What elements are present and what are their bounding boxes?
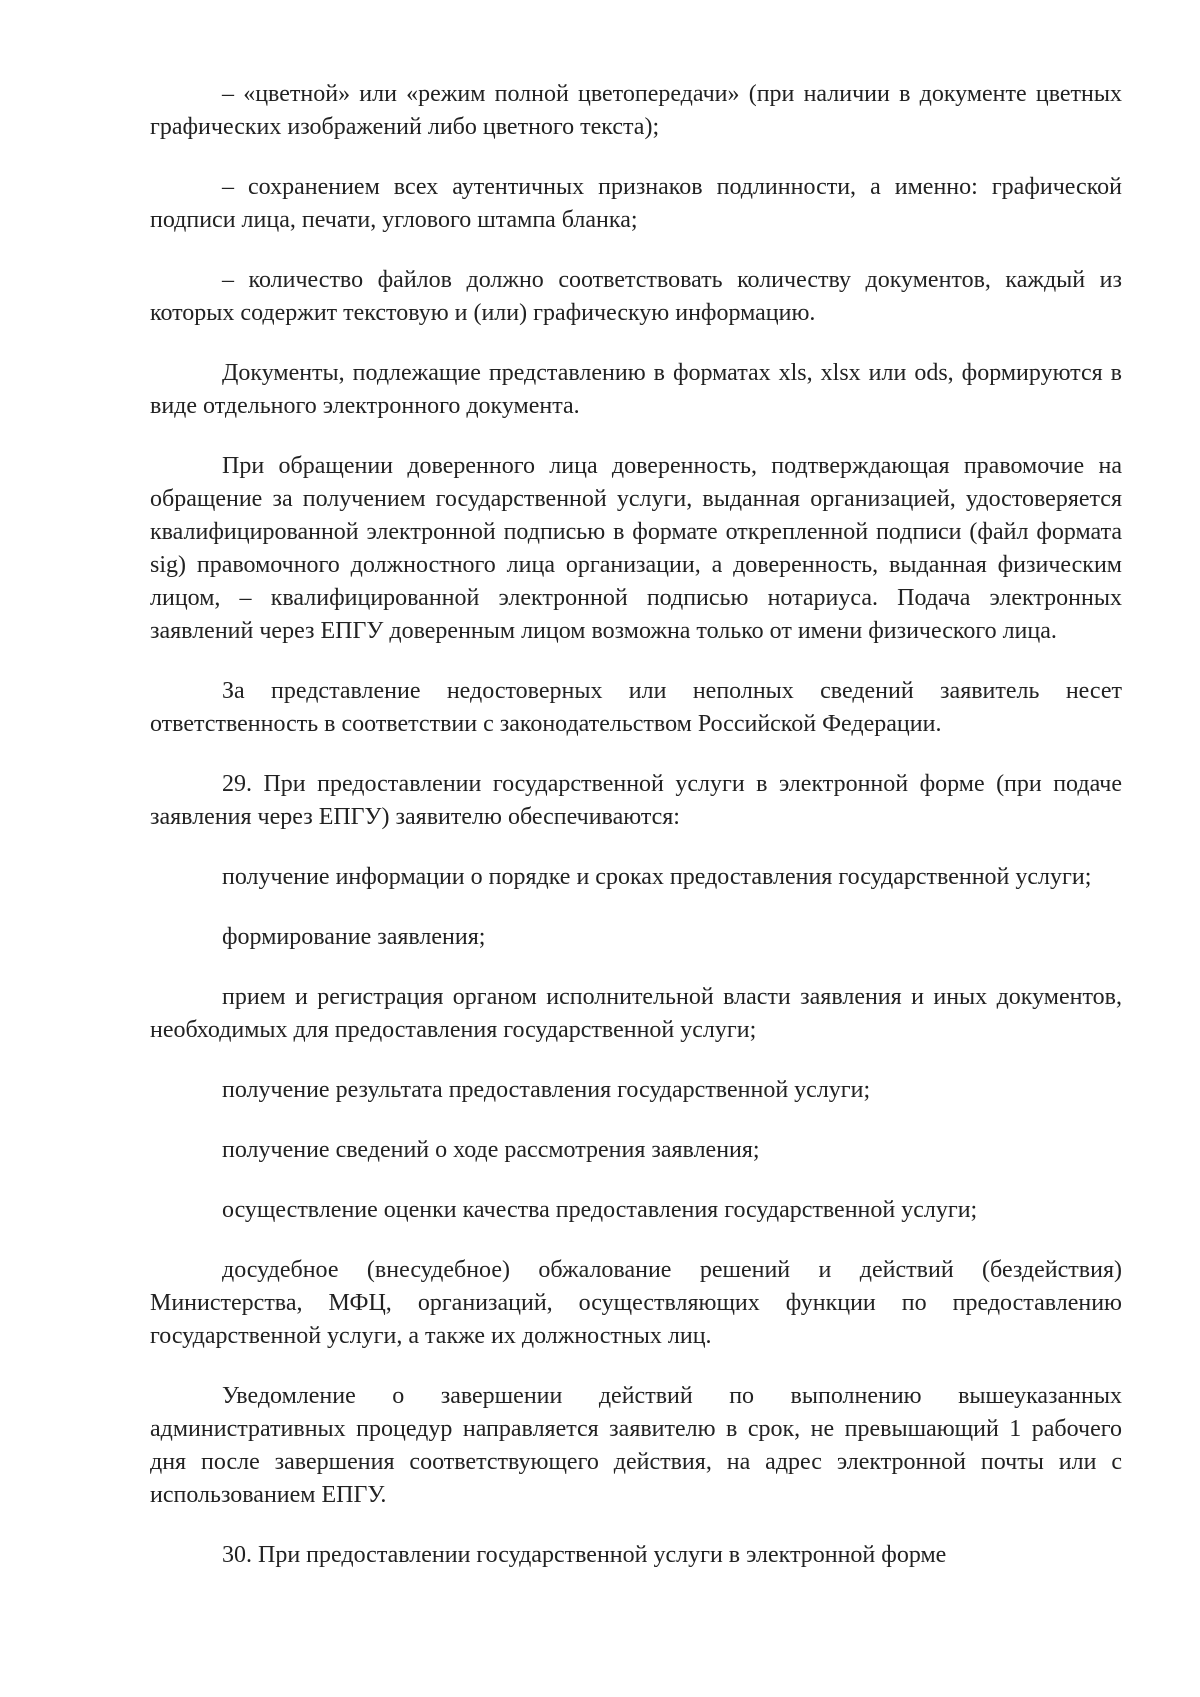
paragraph-result: получение результата предоставления государственной услуги;: [222, 1077, 871, 1103]
paragraph-proxy: При обращении доверенного лица доверенность, подтверждающая правомочие на обращение за получением государственной услуги, выданная организацией, удостоверяется квалифицированной электронной подписью в формате открепленной подписи (файл формата sig) правомочного должностного лица организации, а доверенность, выданная физическим лицом, – квалифицированной электронной подписью нотариуса. Подача электронных заявлений через ЕПГУ доверенным лицом возможна только от имени физического лица.: [150, 453, 1122, 644]
paragraph-registration: прием и регистрация органом исполнительной власти заявления и иных документов, необходимых для предоставления государственной услуги;: [150, 984, 1122, 1043]
paragraph-file-count: – количество файлов должно соответствовать количеству документов, каждый из которых содержит текстовую и (или) графическую информацию.: [150, 267, 1122, 326]
paragraph-item-29: 29. При предоставлении государственной услуги в электронной форме (при подаче заявления через ЕПГУ) заявителю обеспечиваются:: [150, 771, 1122, 830]
paragraph-color-mode: – «цветной» или «режим полной цветопередачи» (при наличии в документе цветных графических изображений либо цветного текста);: [150, 81, 1122, 140]
paragraph-status: получение сведений о ходе рассмотрения заявления;: [222, 1137, 760, 1163]
paragraph-authenticity: – сохранением всех аутентичных признаков подлинности, а именно: графической подписи лица, печати, углового штампа бланка;: [150, 174, 1122, 233]
paragraph-responsibility: За представление недостоверных или неполных сведений заявитель несет ответственность в соответствии с законодательством Российской Федерации.: [150, 678, 1122, 737]
paragraph-info-procedure: получение информации о порядке и сроках предоставления государственной услуги;: [222, 864, 1092, 890]
paragraph-form-application: формирование заявления;: [222, 924, 486, 950]
paragraph-notification: Уведомление о завершении действий по выполнению вышеуказанных административных процедур направляется заявителю в срок, не превышающий 1 рабочего дня после завершения соответствующего действия, на адрес электронной почты или с использованием ЕПГУ.: [150, 1383, 1122, 1508]
paragraph-quality: осуществление оценки качества предоставления государственной услуги;: [222, 1197, 978, 1223]
paragraph-spreadsheet-formats: Документы, подлежащие представлению в форматах xls, xlsx или ods, формируются в виде отдельного электронного документа.: [150, 360, 1122, 419]
paragraph-item-30: 30. При предоставлении государственной услуги в электронной форме: [222, 1542, 947, 1568]
paragraph-appeal: досудебное (внесудебное) обжалование решений и действий (бездействия) Министерства, МФЦ, организаций, осуществляющих функции по предоставлению государственной услуги, а также их должностных лиц.: [150, 1257, 1122, 1349]
document-body: [150, 78, 1122, 1572]
